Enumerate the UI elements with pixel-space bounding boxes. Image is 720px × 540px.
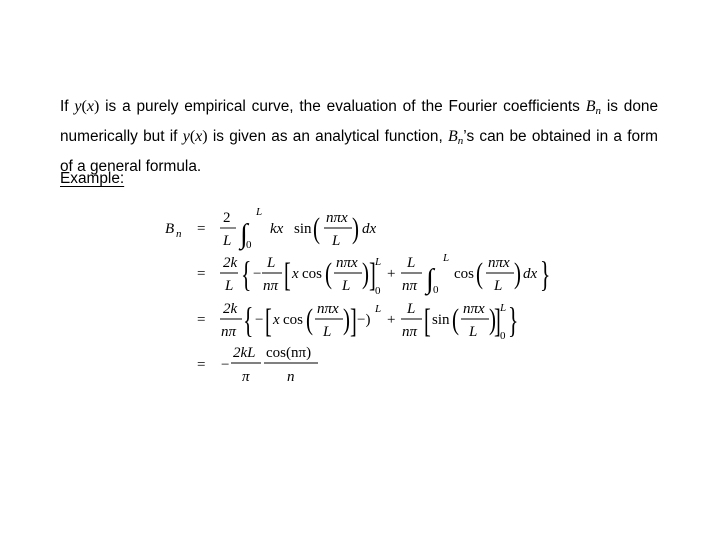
arg2b-den: L bbox=[494, 278, 503, 294]
lhs-B: B bbox=[165, 221, 175, 237]
arg2-num: nπx bbox=[336, 255, 358, 271]
paren-close-2b: ) bbox=[514, 256, 521, 290]
frac1-den: L bbox=[223, 233, 232, 249]
arg2-den: L bbox=[342, 278, 351, 294]
f3-den: nπ bbox=[402, 324, 418, 340]
eval-lower-2: 0 bbox=[375, 285, 381, 297]
intro-paragraph: If y(x) is a purely empirical curve, the evaluation of the Fourier coefficients $B_n$ is done numerically but if y(x) is given as an analytical function, $B_n’s$ can be obtained in a form of a general formula. bbox=[60, 98, 659, 175]
frac1-num: 2 bbox=[223, 210, 231, 226]
int2-lower: 0 bbox=[433, 284, 439, 296]
paren-close-2: ) bbox=[362, 256, 369, 290]
arg2b-num: nπx bbox=[488, 255, 510, 271]
bracket-close-3b: ] bbox=[494, 302, 501, 341]
int1-upper: L bbox=[256, 206, 263, 218]
cos-2: cos bbox=[302, 266, 322, 282]
brace-open-3: { bbox=[243, 301, 254, 341]
paren-open-2: ( bbox=[325, 256, 332, 290]
frac2-den: L bbox=[225, 278, 234, 294]
paren-close-1: ) bbox=[352, 211, 359, 245]
paren-open-1: ( bbox=[313, 211, 320, 245]
f2-num: L bbox=[407, 255, 416, 271]
minus-3: − bbox=[255, 312, 264, 328]
bracket-close-3: ] bbox=[350, 302, 357, 341]
x-3: x bbox=[273, 312, 280, 328]
frac3-den: nπ bbox=[221, 324, 237, 340]
frac4-num: 2kL bbox=[233, 345, 256, 361]
cos2-2: cos bbox=[454, 266, 474, 282]
sup-3: L bbox=[375, 303, 382, 315]
arg3b-num: nπx bbox=[463, 301, 485, 317]
bracket-close-2: ] bbox=[368, 256, 376, 295]
f3-num: L bbox=[407, 301, 416, 317]
tail-3: −) bbox=[357, 312, 371, 328]
dx-2: dx bbox=[523, 266, 538, 282]
math-B: B bbox=[585, 98, 596, 115]
frac4b-num: cos(nπ) bbox=[266, 345, 312, 361]
equals-3: = bbox=[197, 312, 206, 328]
minus-2: − bbox=[253, 266, 262, 282]
arg1-num: nπx bbox=[326, 210, 348, 226]
math-n-sub: n bbox=[595, 105, 601, 117]
f1-num: L bbox=[267, 255, 276, 271]
paren-close-3b: ) bbox=[489, 302, 496, 336]
cos-3: cos bbox=[283, 312, 303, 328]
sin-3: sin bbox=[432, 312, 450, 328]
lhs-sub-n: n bbox=[176, 228, 182, 240]
brace-close-3: } bbox=[507, 301, 519, 341]
int2-upper: L bbox=[443, 252, 450, 264]
eval-lower-3: 0 bbox=[500, 330, 506, 342]
arg3-num: nπx bbox=[317, 301, 339, 317]
x-2: x bbox=[292, 266, 299, 282]
integral-1: ∫ bbox=[240, 219, 248, 250]
equals-2: = bbox=[197, 266, 206, 282]
paren-open-3b: ( bbox=[452, 302, 459, 336]
plus-2: + bbox=[387, 266, 396, 282]
frac4-den: π bbox=[242, 369, 250, 385]
integral-2: ∫ bbox=[426, 264, 434, 295]
arg3b-den: L bbox=[469, 324, 478, 340]
f1-den: nπ bbox=[263, 278, 279, 294]
example-label: Example: bbox=[60, 170, 125, 187]
bracket-open-3b: [ bbox=[424, 302, 431, 341]
brace-open-2: { bbox=[240, 255, 252, 295]
bracket-open-2: [ bbox=[284, 256, 291, 295]
eval-upper-3: L bbox=[500, 302, 507, 314]
arg3-den: L bbox=[323, 324, 332, 340]
arg1-den: L bbox=[332, 233, 341, 249]
equals-4: = bbox=[197, 357, 206, 373]
brace-close-2: } bbox=[540, 255, 551, 295]
minus-4: − bbox=[221, 357, 230, 373]
frac3-num: 2k bbox=[223, 301, 238, 317]
equals-1: = bbox=[197, 221, 206, 237]
bracket-open-3: [ bbox=[265, 302, 272, 341]
plus-3: + bbox=[387, 312, 396, 328]
math-y: y bbox=[74, 98, 82, 115]
paren-open-2b: ( bbox=[476, 256, 483, 290]
frac2-num: 2k bbox=[223, 255, 238, 271]
frac4b-den: n bbox=[287, 369, 295, 385]
paren-close-3: ) bbox=[343, 302, 350, 336]
eval-upper-2: L bbox=[375, 256, 382, 268]
math-x: x bbox=[86, 98, 94, 115]
dx-1: dx bbox=[362, 221, 377, 237]
int1-lower: 0 bbox=[246, 239, 252, 251]
paren-open-3: ( bbox=[306, 302, 313, 336]
f2-den: nπ bbox=[402, 278, 418, 294]
kx-term: kx bbox=[270, 221, 284, 237]
sin-1: sin bbox=[294, 221, 312, 237]
